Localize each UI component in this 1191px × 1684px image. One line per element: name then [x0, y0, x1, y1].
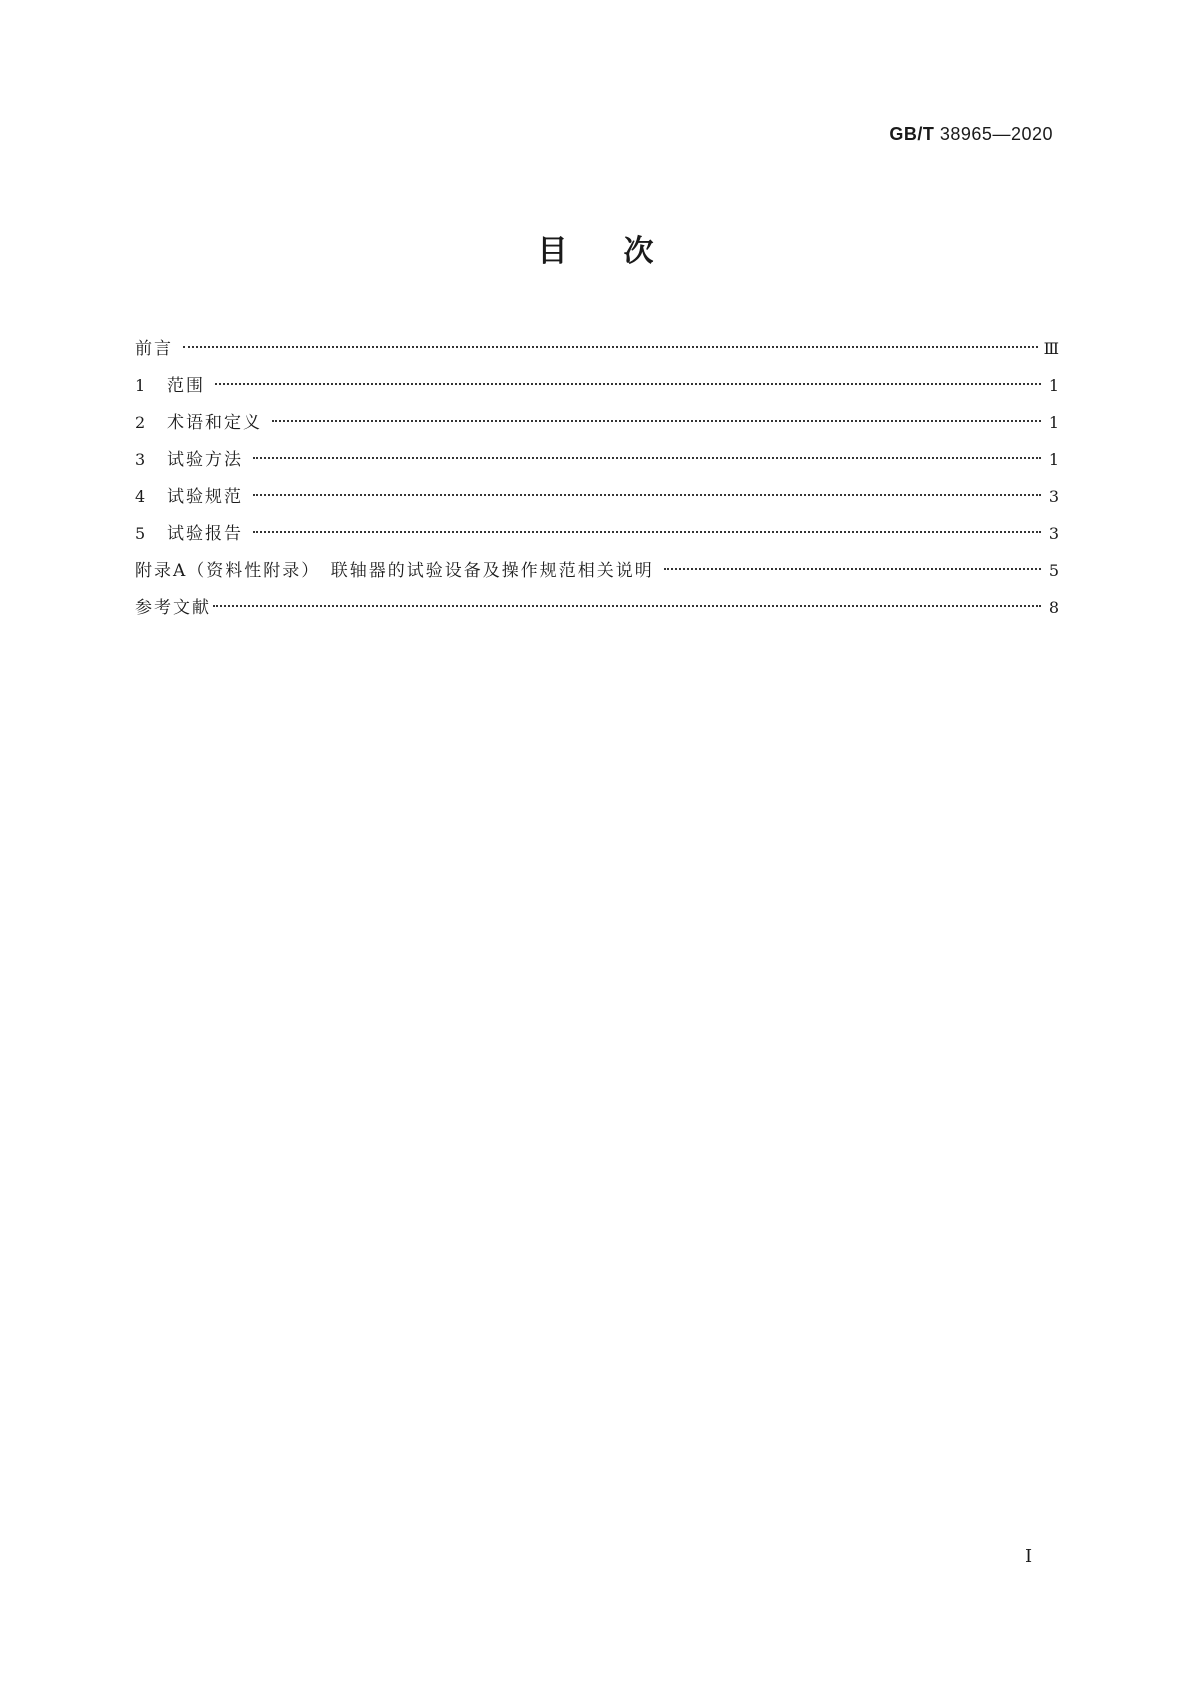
- dot-leader: [253, 457, 1041, 459]
- dot-leader: [213, 605, 1041, 607]
- toc-entry-label: 附录A（资料性附录） 联轴器的试验设备及操作规范相关说明: [135, 561, 654, 581]
- toc-entry-label: 范围: [167, 376, 205, 396]
- dot-leader: [253, 531, 1041, 533]
- toc-entry-page: 1: [1048, 413, 1059, 432]
- toc-entry-test-methods[interactable]: [135, 441, 1059, 478]
- toc-entry-page: 8: [1048, 598, 1059, 617]
- toc-entry-label: 参考文献: [135, 598, 211, 618]
- toc-entry-page: 5: [1048, 561, 1059, 580]
- toc-entry-label: 术语和定义: [167, 413, 262, 433]
- table-of-contents: [135, 330, 1059, 626]
- page-number: Ⅰ: [1025, 1546, 1033, 1567]
- toc-entry-number: 1: [135, 376, 146, 395]
- dot-leader: [215, 383, 1041, 385]
- toc-entry-number: 2: [135, 413, 146, 432]
- toc-entry-appendix-a[interactable]: [135, 552, 1059, 589]
- toc-entry-label: 试验规范: [167, 487, 243, 507]
- dot-leader: [183, 346, 1038, 348]
- toc-entry-label: 试验方法: [167, 450, 243, 470]
- toc-entry-label: 试验报告: [167, 524, 243, 544]
- toc-entry-test-specification[interactable]: [135, 478, 1059, 515]
- toc-entry-page: Ⅲ: [1043, 339, 1059, 358]
- toc-entry-number: 3: [135, 450, 146, 469]
- toc-entry-page: 1: [1048, 376, 1059, 395]
- toc-entry-number: 5: [135, 524, 146, 543]
- toc-entry-page: 3: [1048, 487, 1059, 506]
- dot-leader: [664, 568, 1041, 570]
- dot-leader: [272, 420, 1041, 422]
- toc-entry-number: 4: [135, 487, 146, 506]
- standard-number: 38965—2020: [939, 124, 1053, 144]
- toc-entry-page: 3: [1048, 524, 1059, 543]
- toc-entry-label: 前言: [135, 339, 173, 359]
- standard-code: [889, 124, 1053, 145]
- toc-entry-references[interactable]: [135, 589, 1059, 626]
- standard-prefix: GB/T: [889, 124, 935, 144]
- dot-leader: [253, 494, 1041, 496]
- toc-entry-foreword[interactable]: [135, 330, 1059, 367]
- toc-entry-scope[interactable]: [135, 367, 1059, 404]
- toc-entry-test-report[interactable]: [135, 515, 1059, 552]
- page-title: 目次: [537, 234, 710, 269]
- toc-entry-page: 1: [1048, 450, 1059, 469]
- toc-entry-terms[interactable]: [135, 404, 1059, 441]
